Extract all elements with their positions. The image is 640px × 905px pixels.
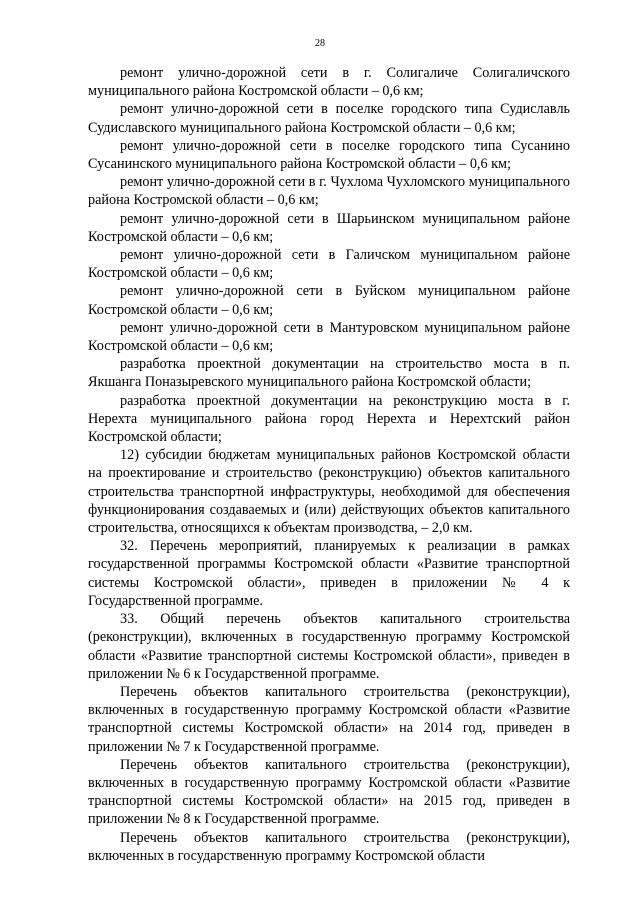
paragraph-list-2015: Перечень объектов капитального строительства (реконструкции), включенных в государственную программу Костромской области «Развитие транспортной системы Костромской области» на 2015 год, приведен в приложении № 8 к Государственной программе. [88, 756, 570, 828]
paragraph-bridge-yakshanga: разработка проектной документации на строительство моста в п. Якшанга Поназыревского муниципального района Костромской области; [88, 356, 570, 391]
paragraph-sharya: ремонт улично-дорожной сети в Шарьинском муниципальном районе Костромской области – 0,6 км; [88, 210, 570, 245]
paragraph-susanino: ремонт улично-дорожной сети в поселке городского типа Сусанино Сусанинского муниципального района Костромской области – 0,6 км; [88, 137, 570, 173]
paragraph-bridge-nerekhta: разработка проектной документации на реконструкцию моста в г. Нерехта муниципального района город Нерехта и Нерехтский район Костромской области; [88, 392, 570, 446]
document-body [88, 64, 570, 865]
paragraph-list-continued: Перечень объектов капитального строительства (реконструкции), включенных в государственную программу Костромской области [88, 829, 570, 864]
paragraph-sudislavl: ремонт улично-дорожной сети в поселке городского типа Судиславль Судиславского муниципального района Костромской области – 0,6 км; [88, 101, 570, 136]
paragraph-chukhloma: ремонт улично-дорожной сети в г. Чухлома Чухломского муниципального района Костромской области – 0,6 км; [88, 174, 570, 209]
paragraph-manturovo: ремонт улично-дорожной сети в Мантуровском муниципальном районе Костромской области – 0,6 км; [88, 319, 570, 355]
page-number: 28 [315, 38, 325, 49]
paragraph-section-32: 32. Перечень мероприятий, планируемых к реализации в рамках государственной программы Костромской области «Развитие транспортной системы Костромской области», приведен в приложении № 4 к Государственной программе. [88, 538, 570, 609]
paragraph-galich: ремонт улично-дорожной сети в Галичском муниципальном районе Костромской области – 0,6 км; [88, 247, 570, 282]
paragraph-soligalich: ремонт улично-дорожной сети в г. Солигаличе Солигаличского муниципального района Костромской области – 0,6 км; [88, 65, 570, 100]
paragraph-list-2014: Перечень объектов капитального строительства (реконструкции), включенных в государственную программу Костромской области «Развитие транспортной системы Костромской области» на 2014 год, приведен в приложении № 7 к Государственной программе. [88, 683, 570, 755]
paragraph-item-12-subsidies: 12) субсидии бюджетам муниципальных районов Костромской области на проектирование и строительство (реконструкцию) объектов капитального строительства транспортной инфраструктуры, необходимой для обеспечения функционирования создаваемых и (или) действующих объектов капитального строительства, относящихся к объектам производства, – 2,0 км. [88, 447, 570, 537]
paragraph-section-33: 33. Общий перечень объектов капитального строительства (реконструкции), включенных в государственную программу Костромской области «Развитие транспортной системы Костромской области», приведен в приложении № 6 к Государственной программе. [88, 611, 570, 682]
paragraph-buy: ремонт улично-дорожной сети в Буйском муниципальном районе Костромской области – 0,6 км; [88, 283, 570, 318]
